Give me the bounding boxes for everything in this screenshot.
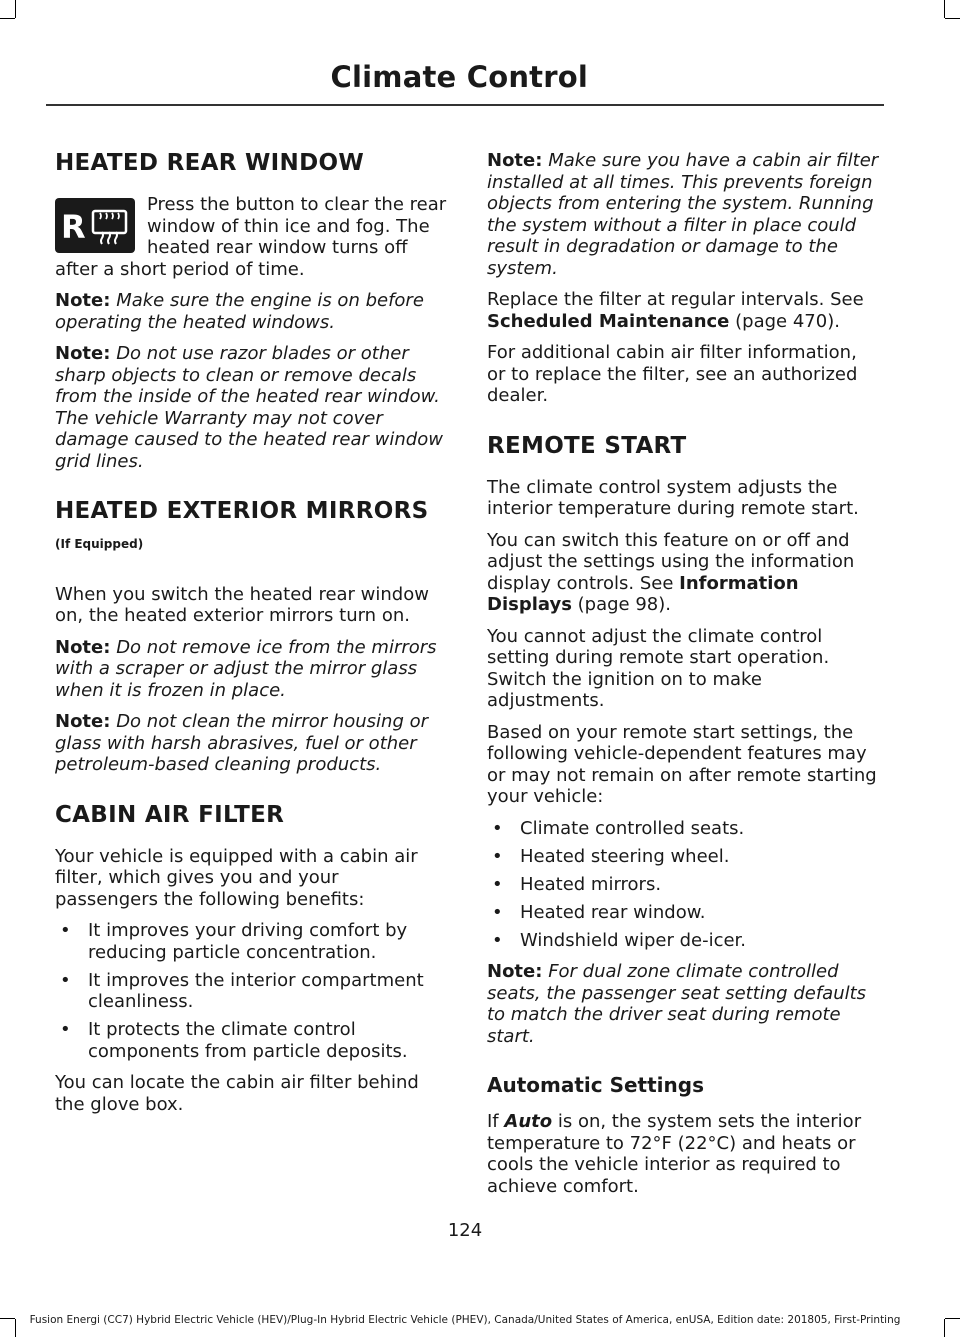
cabin-filter-intro: Your vehicle is equipped with a cabin air filter, which gives you and your passengers the following benefits: — [55, 845, 418, 910]
page-title: Climate Control — [330, 60, 588, 94]
list-item: • Heated rear window. — [492, 901, 706, 923]
note-paragraph: Note: For dual zone climate controlled seats, the passenger seat setting defaults to match the driver seat during remote start. — [487, 961, 867, 1047]
list-item: • Climate controlled seats. — [492, 817, 745, 839]
crop-mark — [944, 0, 945, 18]
crop-mark — [0, 18, 15, 19]
note-paragraph: Note: Do not use razor blades or other sharp objects to clean or remove decals from the inside of the heated rear window. The vehicle Warranty may not cover damage caused to the heated rear window grid lines. — [55, 343, 443, 472]
remote-start-p1: The climate control system adjusts the interior temperature during remote start. — [487, 476, 859, 519]
note-paragraph: Note: Make sure you have a cabin air filter installed at all times. This prevents foreign objects from entering the system. Running the system without a filter in place could result in degradation or damage to the system. — [487, 150, 879, 279]
list-item: • It protects the climate control components from particle deposits. — [60, 1019, 408, 1062]
right-column — [487, 150, 879, 1207]
crop-mark — [945, 18, 960, 19]
heated-rear-intro: Press the button to clear the rear window of thin ice and fog. The heated rear window turns off after a short period of time. — [55, 194, 447, 280]
heated-mirrors-intro: When you switch the heated rear window on, the heated exterior mirrors turn on. — [55, 583, 429, 626]
features-list — [487, 818, 879, 952]
crop-mark — [945, 1318, 960, 1319]
note-paragraph: Note: Do not remove ice from the mirrors with a scraper or adjust the mirror glass when it is frozen in place. — [55, 636, 437, 701]
list-item: • Heated mirrors. — [492, 873, 662, 895]
rear-defrost-icon — [55, 198, 135, 253]
list-item: • Heated steering wheel. — [492, 845, 730, 867]
header-divider — [46, 104, 884, 106]
automatic-settings-paragraph: If Auto is on, the system sets the interior temperature to 72°F (22°C) and heats or cools the vehicle interior as required to achieve comfort. — [487, 1111, 862, 1197]
benefits-list — [55, 920, 447, 1062]
additional-info: For additional cabin air filter information, or to replace the filter, see an authorized dealer. — [487, 342, 858, 406]
rear-defrost-letter: R — [61, 207, 86, 246]
replace-filter-paragraph: Replace the filter at regular intervals. See Scheduled Maintenance (page 470). — [487, 289, 864, 332]
remote-start-heading: REMOTE START — [487, 432, 687, 459]
note-paragraph: Note: Do not clean the mirror housing or glass with harsh abrasives, fuel or other petroleum-based cleaning products. — [55, 711, 429, 775]
list-item: • It improves the interior compartment cleanliness. — [60, 969, 424, 1012]
footer-text: Fusion Energi (CC7) Hybrid Electric Vehicle (HEV)/Plug-In Hybrid Electric Vehicle (PHEV), Canada/United States of America, enUSA, Edition date: 201805, First-Printing — [29, 1314, 901, 1326]
filter-location: You can locate the cabin air filter behind the glove box. — [55, 1072, 419, 1115]
note-paragraph: Note: Make sure the engine is on before operating the heated windows. — [55, 290, 424, 333]
information-displays-link[interactable]: Information Displays — [487, 572, 799, 615]
if-equipped-label: (If Equipped) — [55, 537, 144, 551]
crop-mark — [944, 1319, 945, 1337]
list-item: • Windshield wiper de-icer. — [492, 929, 747, 951]
remote-start-p2: You can switch this feature on or off and adjust the settings using the information display controls. See Information Displays (page 98). — [487, 529, 855, 615]
list-item: • It improves your driving comfort by reducing particle concentration. — [60, 920, 408, 963]
left-column — [55, 150, 447, 1125]
automatic-settings-heading: Automatic Settings — [487, 1073, 704, 1097]
page-number: 124 — [447, 1220, 483, 1241]
scheduled-maintenance-link[interactable]: Scheduled Maintenance — [487, 310, 730, 332]
crop-mark — [15, 0, 16, 18]
heated-rear-window-heading: HEATED REAR WINDOW — [55, 150, 365, 176]
heated-mirrors-heading: HEATED EXTERIOR MIRRORS — [55, 498, 429, 524]
remote-start-p4: Based on your remote start settings, the following vehicle-dependent features may or may not remain on after remote starting your vehicle: — [487, 721, 877, 807]
remote-start-p3: You cannot adjust the climate control setting during remote start operation. Switch the ignition on to make adjustments. — [487, 625, 830, 711]
cabin-air-filter-heading: CABIN AIR FILTER — [55, 801, 285, 828]
